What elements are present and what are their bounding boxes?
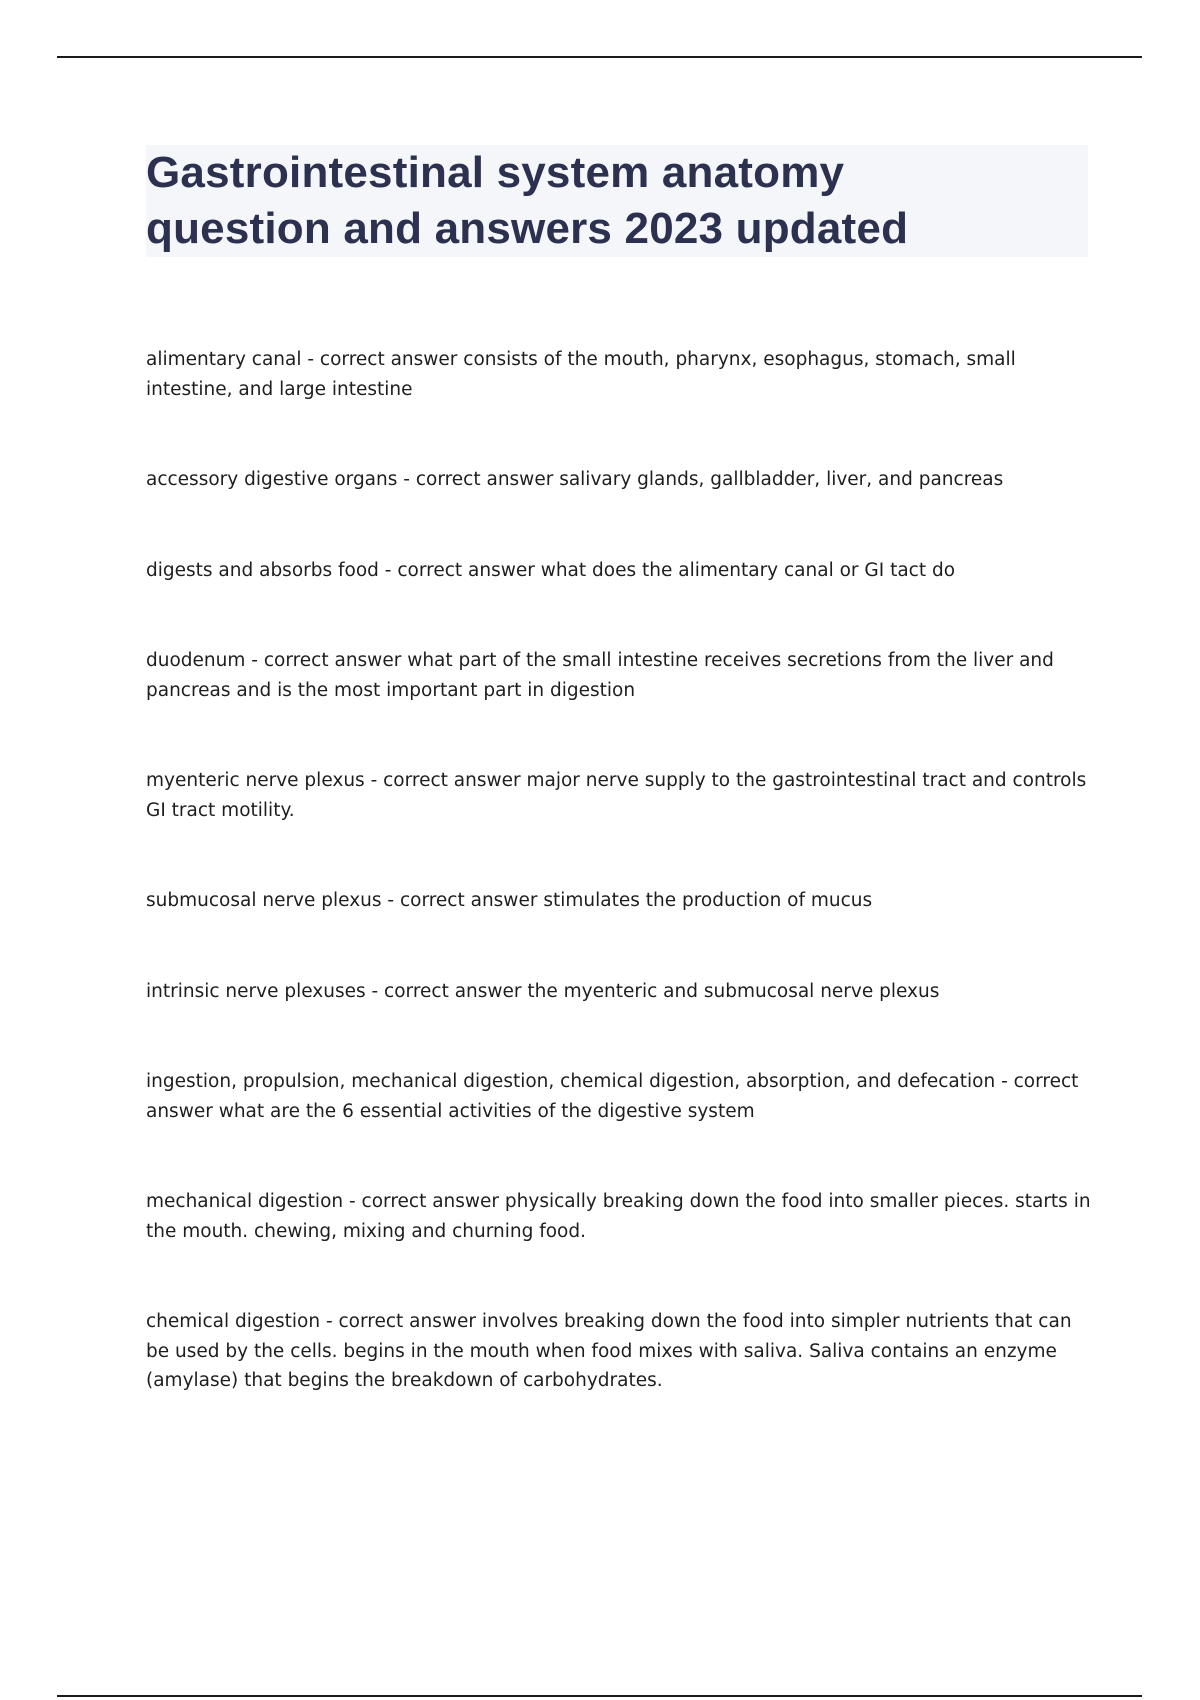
qa-separator: - correct answer xyxy=(320,1311,482,1332)
qa-item xyxy=(146,1067,1096,1126)
qa-item xyxy=(146,1307,1096,1396)
qa-separator: - correct answer xyxy=(381,890,544,911)
qa-answer: consists of the mouth, pharynx, esophagus, stomach, small intestine, and large intestine xyxy=(146,349,1016,400)
qa-separator: - correct answer xyxy=(301,349,464,370)
qa-term: alimentary canal xyxy=(146,349,302,370)
qa-answer: salivary glands, gallbladder, liver, and pancreas xyxy=(559,469,1004,490)
page-title: Gastrointestinal system anatomy question and answers 2023 updated xyxy=(146,148,909,253)
qa-item xyxy=(146,345,1096,404)
top-rule xyxy=(57,56,1142,58)
qa-answer: major nerve supply to the gastrointestinal tract and controls GI tract motility. xyxy=(146,770,1087,821)
qa-term: ingestion, propulsion, mechanical digestion, chemical digestion, absorption, and defecation xyxy=(146,1071,996,1092)
qa-separator: - correct answer xyxy=(245,650,408,671)
qa-item xyxy=(146,977,1096,1007)
qa-term: intrinsic nerve plexuses xyxy=(146,980,366,1002)
qa-answer: the myenteric and submucosal nerve plexus xyxy=(527,980,940,1002)
qa-answer: what does the alimentary canal or GI tact do xyxy=(540,559,956,581)
qa-item xyxy=(146,465,1096,495)
qa-answer: what part of the small intestine receives secretions from the liver and pancreas and is the most important part in digestion xyxy=(146,650,1054,701)
qa-term: duodenum xyxy=(146,650,246,671)
qa-term: submucosal nerve plexus xyxy=(146,890,382,911)
title-banner xyxy=(146,145,1088,257)
qa-answer: physically breaking down the food into smaller pieces. starts in the mouth. chewing, mixing and churning food. xyxy=(146,1191,1091,1242)
qa-item xyxy=(146,556,1096,586)
qa-separator: - correct answer xyxy=(378,559,541,581)
qa-separator: - correct answer xyxy=(343,1191,505,1212)
qa-term: mechanical digestion xyxy=(146,1191,344,1212)
qa-separator: - correct answer xyxy=(365,980,528,1002)
qa-item xyxy=(146,646,1096,705)
qa-list xyxy=(146,345,1096,1457)
qa-answer: involves breaking down the food into simpler nutrients that can be used by the cells. begins in the mouth when food mixes with saliva. Saliva contains an enzyme (amylase) that begins the breakdown of carbohydrates. xyxy=(146,1311,1072,1391)
qa-term: myenteric nerve plexus xyxy=(146,770,365,791)
qa-separator: - correct answer xyxy=(146,1071,1079,1122)
bottom-rule xyxy=(57,1695,1142,1697)
qa-item xyxy=(146,1187,1096,1246)
qa-answer: what are the 6 essential activities of the digestive system xyxy=(218,1100,755,1122)
qa-term: accessory digestive organs xyxy=(146,469,398,490)
qa-term: digests and absorbs food xyxy=(146,559,379,581)
qa-item xyxy=(146,766,1096,825)
qa-separator: - correct answer xyxy=(364,770,527,791)
qa-separator: - correct answer xyxy=(397,469,560,490)
qa-answer: stimulates the production of mucus xyxy=(543,890,873,911)
qa-item xyxy=(146,886,1096,916)
qa-term: chemical digestion xyxy=(146,1311,321,1332)
